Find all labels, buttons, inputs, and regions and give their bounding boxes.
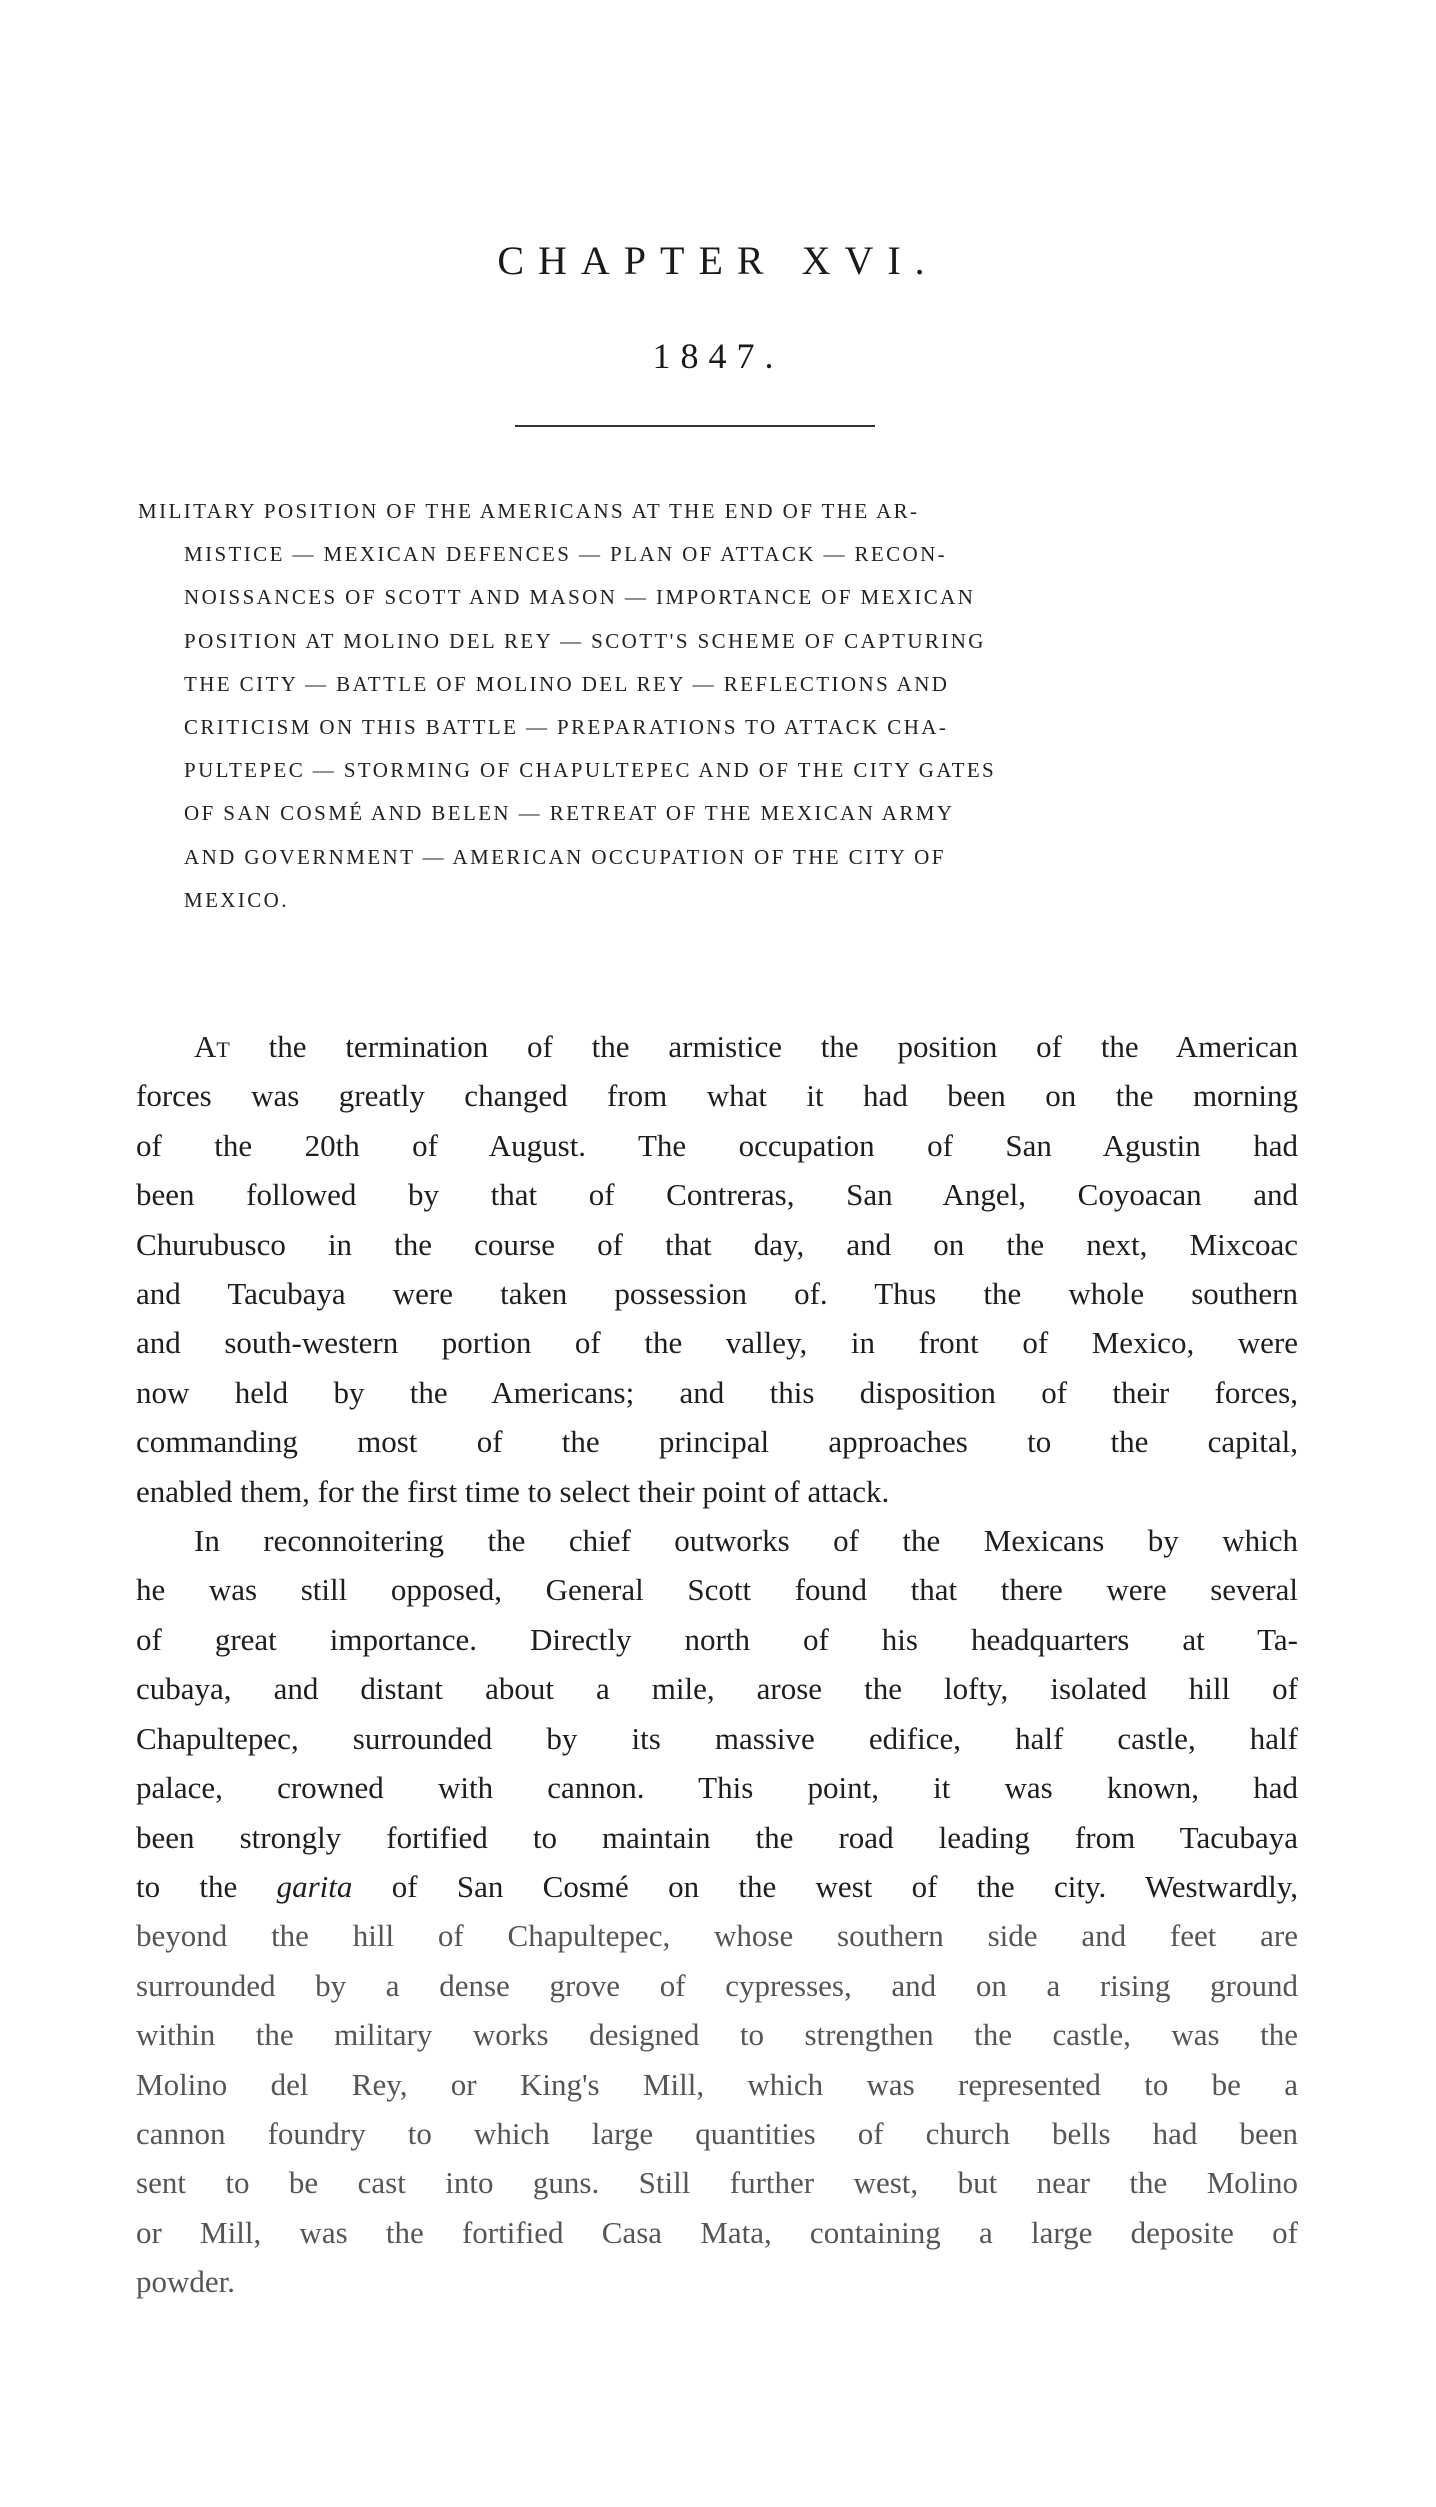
paragraph-line: surrounded by a dense grove of cypresses, and on a rising ground xyxy=(136,1967,1298,2003)
paragraph-line: of great importance. Directly north of his headquarters at Ta- xyxy=(136,1621,1298,1657)
paragraph-line: been strongly fortified to maintain the road leading from Tacubaya xyxy=(136,1819,1298,1855)
paragraph-line: forces was greatly changed from what it had been on the morning xyxy=(136,1078,1298,1114)
paragraph-line: In reconnoitering the chief outworks of the Mexicans by which xyxy=(194,1523,1298,1559)
paragraph-line: commanding most of the principal approaches to the capital, xyxy=(136,1424,1298,1460)
opening-word: At xyxy=(194,1029,230,1064)
paragraph-line: Chapultepec, surrounded by its massive edifice, half castle, half xyxy=(136,1720,1298,1756)
paragraph-line: now held by the Americans; and this disposition of their forces, xyxy=(136,1374,1298,1410)
chapter-year: 1847. xyxy=(652,336,784,376)
title-divider xyxy=(515,425,875,427)
italic-term: garita xyxy=(276,1868,353,1904)
synopsis-line: MISTICE — MEXICAN DEFENCES — PLAN OF ATTACK — RECON- xyxy=(184,542,948,567)
synopsis-line: CRITICISM ON THIS BATTLE — PREPARATIONS TO ATTACK CHA- xyxy=(184,715,949,740)
paragraph-line: Churubusco in the course of that day, and on the next, Mixcoac xyxy=(136,1226,1298,1262)
synopsis-line: NOISSANCES OF SCOTT AND MASON — IMPORTANCE OF MEXICAN xyxy=(184,585,976,610)
synopsis-line: MEXICO. xyxy=(184,887,289,912)
paragraph-line: enabled them, for the first time to select their point of attack. xyxy=(136,1473,890,1509)
paragraph-line: powder. xyxy=(136,2264,236,2300)
paragraph-line: of the 20th of August. The occupation of San Agustin had xyxy=(136,1127,1298,1163)
paragraph-line: beyond the hill of Chapultepec, whose southern side and feet are xyxy=(136,1918,1298,1954)
synopsis-line: AND GOVERNMENT — AMERICAN OCCUPATION OF THE CITY OF xyxy=(184,844,946,869)
synopsis-line: POSITION AT MOLINO DEL REY — SCOTT'S SCHEME OF CAPTURING xyxy=(184,628,986,653)
paragraph-line: and south-western portion of the valley, in front of Mexico, were xyxy=(136,1325,1298,1361)
paragraph-line: Molino del Rey, or King's Mill, which was represented to be a xyxy=(136,2066,1298,2102)
paragraph-line: At the termination of the armistice the position of the American xyxy=(194,1029,1298,1064)
paragraph-line: and Tacubaya were taken possession of. Thus the whole southern xyxy=(136,1276,1298,1312)
synopsis-line: PULTEPEC — STORMING OF CHAPULTEPEC AND OF THE CITY GATES xyxy=(184,758,997,783)
paragraph-line: to the garita of San Cosmé on the west of the city. Westwardly, xyxy=(136,1868,1298,1904)
chapter-synopsis xyxy=(138,490,1288,922)
synopsis-line: OF SAN COSMÉ AND BELEN — RETREAT OF THE MEXICAN ARMY xyxy=(184,801,955,826)
synopsis-line: MILITARY POSITION OF THE AMERICANS AT THE END OF THE AR- xyxy=(138,499,920,523)
paragraph-line: been followed by that of Contreras, San Angel, Coyoacan and xyxy=(136,1177,1298,1213)
chapter-title: CHAPTER XVI. xyxy=(497,238,939,283)
paragraph-line: or Mill, was the fortified Casa Mata, containing a large deposite of xyxy=(136,2214,1298,2250)
paragraph-line: palace, crowned with cannon. This point, it was known, had xyxy=(136,1770,1298,1806)
synopsis-line: THE CITY — BATTLE OF MOLINO DEL REY — REFLECTIONS AND xyxy=(184,671,950,696)
chapter-body xyxy=(136,1022,1298,2307)
paragraph-line: cubaya, and distant about a mile, arose the lofty, isolated hill of xyxy=(136,1671,1298,1707)
paragraph-line: he was still opposed, General Scott found that there were several xyxy=(136,1572,1298,1608)
paragraph-line: within the military works designed to strengthen the castle, was the xyxy=(136,2017,1298,2053)
paragraph-line: cannon foundry to which large quantities of church bells had been xyxy=(136,2115,1298,2151)
paragraph-line: sent to be cast into guns. Still further west, but near the Molino xyxy=(136,2165,1298,2201)
